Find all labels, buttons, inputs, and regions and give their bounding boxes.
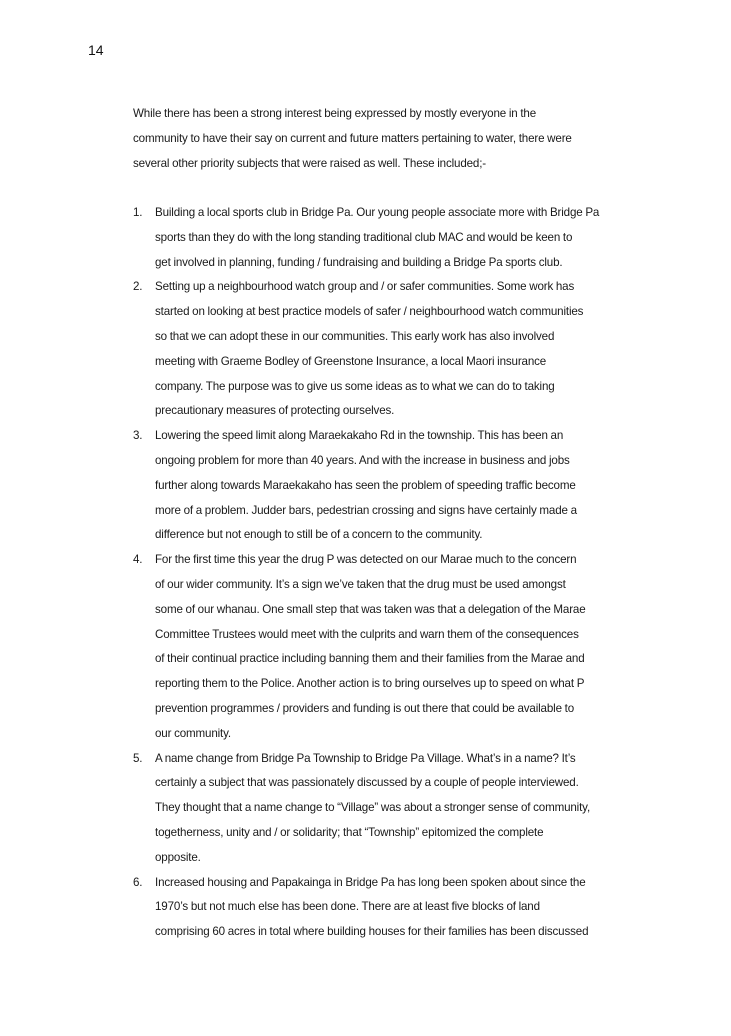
list-item [133, 203, 653, 277]
list-item-line: Increased housing and Papakainga in Bridge Pa has long been spoken about since the [155, 875, 586, 889]
list-item-number: 2. [133, 280, 143, 294]
intro-paragraph [133, 104, 653, 178]
list-item-line: Lowering the speed limit along Maraekakaho Rd in the township. This has been an [155, 429, 564, 443]
list-item-line: ongoing problem for more than 40 years. And with the increase in business and jobs [155, 453, 570, 467]
list-item-line: comprising 60 acres in total where building houses for their families has been discussed [155, 925, 589, 939]
list-item-line: some of our whanau. One small step that was taken was that a delegation of the Marae [155, 602, 586, 616]
list-item-line: For the first time this year the drug P was detected on our Marae much to the concern [155, 553, 577, 567]
list-item-number: 1. [133, 206, 143, 219]
list-item-number: 6. [133, 875, 143, 889]
list-item-number: 4. [133, 553, 143, 567]
list-item [133, 873, 653, 947]
list-item-line: started on looking at best practice models of safer / neighbourhood watch communities [155, 305, 584, 319]
list-item-line: precautionary measures of protecting ourselves. [155, 404, 395, 418]
priority-list [133, 203, 653, 947]
list-item [133, 277, 653, 426]
list-item-line: reporting them to the Police. Another action is to bring ourselves up to speed on what P [155, 677, 585, 691]
list-item-line: difference but not enough to still be of a concern to the community. [155, 528, 483, 542]
intro-line: community to have their say on current and future matters pertaining to water, there were [133, 131, 572, 145]
list-item-line: They thought that a name change to “Village” was about a stronger sense of community, [155, 801, 591, 815]
list-item-line: so that we can adopt these in our communities. This early work has also involved [155, 329, 555, 343]
list-item-line: A name change from Bridge Pa Township to Bridge Pa Village. What’s in a name? It’s [155, 751, 576, 765]
list-item-number: 3. [133, 429, 143, 443]
list-item-line: Committee Trustees would meet with the culprits and warn them of the consequences [155, 627, 579, 641]
list-item-line: opposite. [155, 850, 201, 864]
list-item-line: of their continual practice including banning them and their families from the Marae and [155, 652, 585, 666]
list-item-line: of our wider community. It’s a sign we’ve taken that the drug must be used amongst [155, 577, 566, 591]
list-item-line: certainly a subject that was passionately discussed by a couple of people interviewed. [155, 776, 579, 790]
list-item-line: company. The purpose was to give us some ideas as to what we can do to taking [155, 379, 555, 393]
list-item-line: prevention programmes / providers and funding is out there that could be available to [155, 701, 575, 715]
list-item-line: Building a local sports club in Bridge Pa. Our young people associate more with Bridge Pa [155, 206, 600, 219]
list-item-line: 1970’s but not much else has been done. There are at least five blocks of land [155, 900, 540, 914]
page-number: 14 [88, 42, 104, 58]
list-item [133, 749, 653, 873]
list-item-line: our community. [155, 726, 231, 740]
list-item-line: further along towards Maraekakaho has seen the problem of speeding traffic become [155, 478, 576, 492]
list-item-number: 5. [133, 751, 143, 765]
list-item [133, 550, 653, 748]
list-item-line: get involved in planning, funding / fundraising and building a Bridge Pa sports club. [155, 255, 563, 269]
list-item-line: togetherness, unity and / or solidarity; that “Township” epitomized the complete [155, 825, 544, 839]
list-item-line: Setting up a neighbourhood watch group and / or safer communities. Some work has [155, 280, 575, 294]
list-item [133, 426, 653, 550]
list-item-line: sports than they do with the long standing traditional club MAC and would be keen to [155, 230, 573, 244]
intro-line: several other priority subjects that were raised as well. These included;- [133, 156, 486, 170]
list-item-line: more of a problem. Judder bars, pedestrian crossing and signs have certainly made a [155, 503, 577, 517]
list-item-line: meeting with Graeme Bodley of Greenstone Insurance, a local Maori insurance [155, 354, 547, 368]
intro-line: While there has been a strong interest being expressed by mostly everyone in the [133, 107, 536, 120]
